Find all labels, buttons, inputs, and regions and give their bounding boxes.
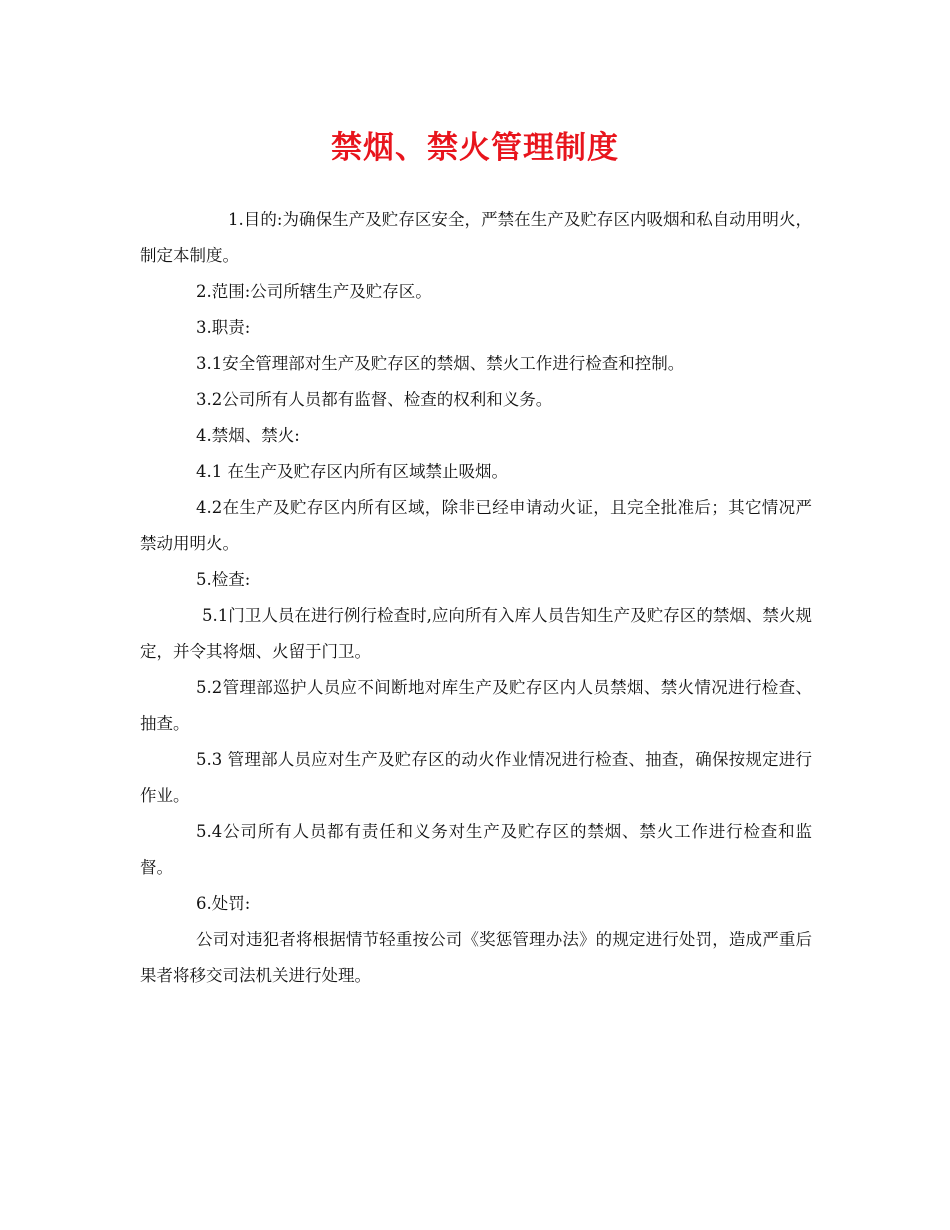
document-title: 禁烟、禁火管理制度: [331, 130, 619, 166]
heading-penalty: 6.处罚:: [196, 894, 251, 913]
heading-prohibition: 4.禁烟、禁火:: [196, 426, 300, 445]
paragraph-inspection-5-2: 5.2管理部巡护人员应不间断地对库生产及贮存区内人员禁烟、禁火情况进行检查、抽查。: [140, 678, 812, 733]
paragraph-purpose: 1.目的:为确保生产及贮存区安全，严禁在生产及贮存区内吸烟和私自动用明火，制定本制度。: [140, 210, 812, 265]
paragraph-inspection-5-4: 5.4公司所有人员都有责任和义务对生产及贮存区的禁烟、禁火工作进行检查和监督。: [140, 822, 812, 877]
heading-inspection: 5.检查:: [196, 570, 251, 589]
paragraph-responsibility-3-2: 3.2公司所有人员都有监督、检查的权利和义务。: [196, 390, 553, 409]
paragraph-inspection-5-1: 5.1门卫人员在进行例行检查时,应向所有入库人员告知生产及贮存区的禁烟、禁火规定，并令其将烟、火留于门卫。: [140, 606, 812, 661]
paragraph-scope: 2.范围:公司所辖生产及贮存区。: [196, 282, 432, 301]
heading-responsibility: 3.职责:: [196, 318, 251, 337]
paragraph-penalty: 公司对违犯者将根据情节轻重按公司《奖惩管理办法》的规定进行处罚，造成严重后果者将移交司法机关进行处理。: [140, 930, 812, 985]
paragraph-inspection-5-3: 5.3 管理部人员应对生产及贮存区的动火作业情况进行检查、抽查，确保按规定进行作业。: [140, 750, 812, 805]
document-body: [140, 202, 812, 994]
paragraph-responsibility-3-1: 3.1安全管理部对生产及贮存区的禁烟、禁火工作进行检查和控制。: [196, 354, 685, 373]
paragraph-prohibition-4-2: 4.2在生产及贮存区内所有区域，除非已经申请动火证，且完全批准后；其它情况严禁动用明火。: [140, 498, 812, 553]
paragraph-prohibition-4-1: 4.1 在生产及贮存区内所有区域禁止吸烟。: [196, 462, 508, 481]
